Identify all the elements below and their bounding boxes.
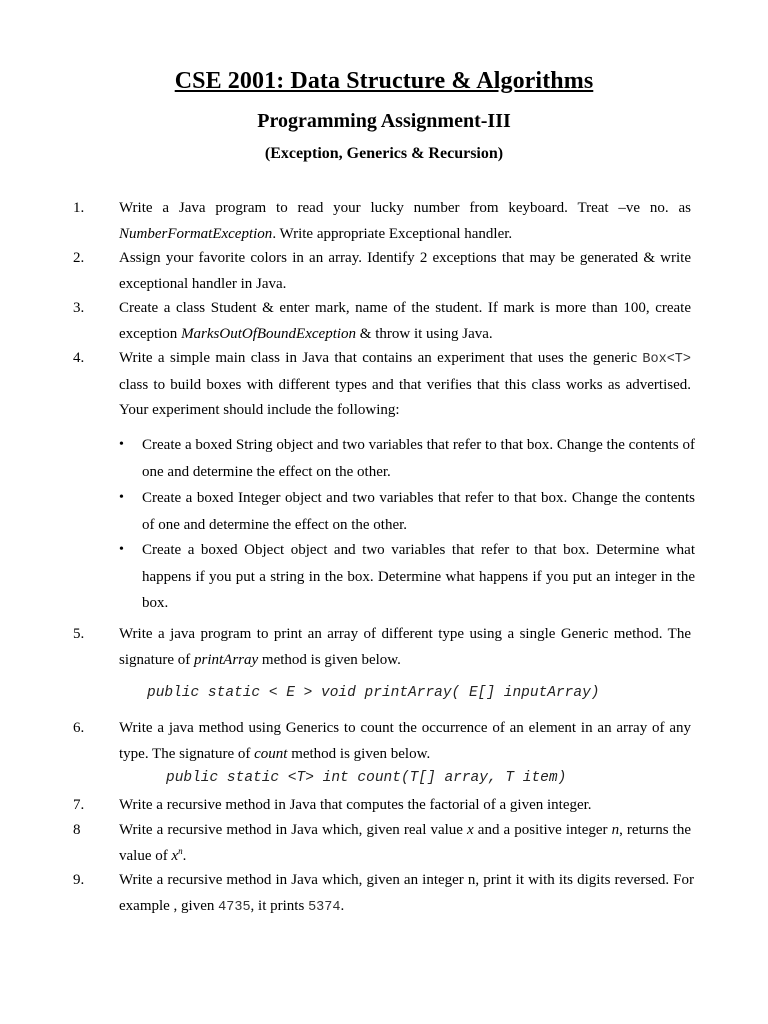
question-number: 1. (73, 200, 85, 216)
question-text: Write a recursive method in Java which, given an integer n, print it with its digits reversed. For example , given 4735, it prints 5374. (119, 872, 694, 915)
bullet-icon: • (119, 542, 124, 557)
question-text: Write a simple main class in Java that contains an experiment that uses the generic Box<T> class to build boxes with different types and that verifies that this class works as advertised. Your experiment should include the following: (119, 350, 691, 418)
code-inline: Box<T> (642, 352, 691, 367)
question-number: 5. (73, 626, 85, 642)
bullet-text: Create a boxed Integer object and two variables that refer to that box. Change the contents of one and determine the effect on the other. (142, 490, 695, 533)
assignment-subtitle: Programming Assignment-III (257, 110, 511, 132)
question-number: 7. (73, 797, 85, 813)
method-signature: public static < E > void printArray( E[] inputArray) (147, 685, 600, 701)
assignment-topic: (Exception, Generics & Recursion) (264, 145, 504, 162)
question-text: Write a java program to print an array of different type using a single Generic method. The signature of printArray method is given below. (119, 626, 691, 668)
document-title: CSE 2001: Data Structure & Algorithms (174, 68, 594, 94)
question-text: Assign your favorite colors in an array. Identify 2 exceptions that may be generated & write exceptional handler in Java. (119, 250, 691, 292)
code-inline: 4735 (218, 899, 251, 915)
bullet-icon: • (119, 437, 124, 452)
question-text: Write a java method using Generics to count the occurrence of an element in an array of any type. The signature of count method is given below. (119, 720, 691, 762)
question-text: Create a class Student & enter mark, name of the student. If mark is more than 100, create exception MarksOutOfBoundException & throw it using Java. (119, 300, 691, 342)
question-number: 3. (73, 300, 85, 316)
question-text: Write a Java program to read your lucky number from keyboard. Treat –ve no. as NumberFormatException. Write appropriate Exceptional handler. (119, 200, 691, 242)
question-text: Write a recursive method in Java that computes the factorial of a given integer. (119, 797, 592, 813)
question-number: 6. (73, 720, 85, 736)
question-text: Write a recursive method in Java which, given real value x and a positive integer n, returns the value of $x^n$. (119, 822, 691, 864)
bullet-text: Create a boxed String object and two variables that refer to that box. Change the contents of one and determine the effect on the other. (142, 437, 695, 480)
question-number: 4. (73, 350, 85, 366)
code-inline: 5374 (308, 899, 341, 915)
method-signature: public static <T> int count(T[] array, T item) (166, 770, 567, 786)
bullet-icon: • (119, 490, 124, 505)
question-number: 8 (73, 822, 81, 838)
bullet-text: Create a boxed Object object and two variables that refer to that box. Determine what happens if you put a string in the box. Determine what happens if you put an integer in the box. (142, 542, 695, 611)
question-number: 2. (73, 250, 85, 266)
question-number: 9. (73, 872, 85, 888)
